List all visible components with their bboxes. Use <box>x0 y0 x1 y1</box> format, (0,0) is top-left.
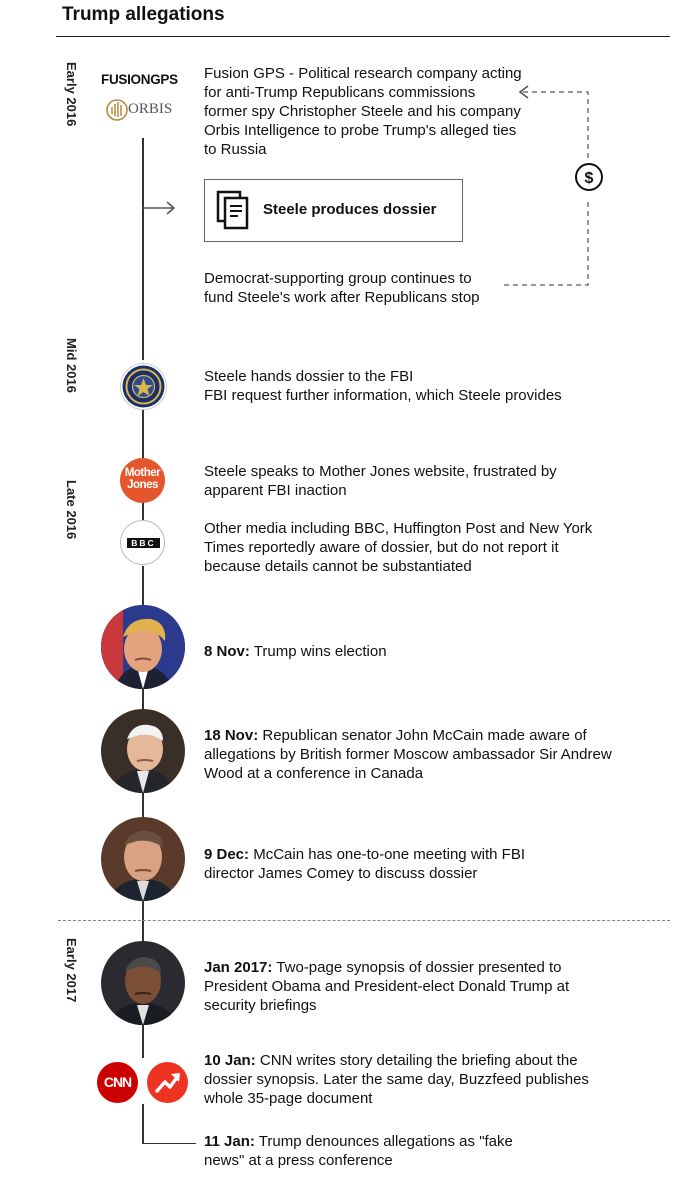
timeline-line <box>142 1104 144 1144</box>
event-dec9-text: McCain has one-to-one meeting with FBI director James Comey to discuss dossier <box>204 846 525 882</box>
svg-text:$: $ <box>584 170 594 187</box>
timeline-line <box>142 138 144 360</box>
cnn-wordmark: CNN <box>103 1074 132 1090</box>
event-jan11-text: Trump denounces allegations as "fake news" at a press conference <box>204 1133 513 1169</box>
title-divider <box>56 36 670 37</box>
dossier-box <box>204 179 463 242</box>
event-jan2017 <box>204 958 574 1015</box>
timeline-line <box>142 792 144 820</box>
timeline-line <box>142 410 144 458</box>
timeline-line <box>142 566 144 606</box>
mccain-portrait <box>101 709 185 793</box>
event-jan11 <box>204 1132 524 1170</box>
event-fbi-handover-line-1: Steele hands dossier to the FBI <box>204 368 414 385</box>
obama-portrait <box>101 941 185 1025</box>
event-jan2017-text: Two-page synopsis of dossier presented to President Obama and President-elect Donald Trump at security briefings <box>204 959 570 1014</box>
event-jan10 <box>204 1051 614 1108</box>
era-label-mid-2016: Mid 2016 <box>64 338 79 393</box>
orbis-emblem-icon <box>106 97 130 123</box>
orbis-wordmark: ORBIS <box>128 101 173 117</box>
arrow-right-icon <box>142 200 182 216</box>
event-dec9 <box>204 845 564 883</box>
cnn-logo <box>97 1062 138 1103</box>
event-jan11-date: 11 Jan: <box>204 1133 255 1150</box>
timeline-end-connector <box>142 1143 196 1144</box>
mother-jones-wordmark: Mother Jones <box>124 467 161 491</box>
trump-portrait <box>101 605 185 689</box>
event-nov18-text: Republican senator John McCain made aware of allegations by British former Moscow ambassador Sir Andrew Wood at a conference in Canada <box>204 727 612 782</box>
event-nov18-date: 18 Nov: <box>204 727 259 744</box>
fusion-gps-logo: FUSIONGPS <box>101 72 178 87</box>
dossier-label: Steele produces dossier <box>263 201 437 218</box>
event-fbi-handover-line-2: FBI request further information, which Steele provides <box>204 387 562 404</box>
timeline-line <box>142 502 144 520</box>
event-fusion-gps: Fusion GPS - Political research company acting for anti-Trump Republicans commissions former spy Christopher Steele and his company Orbis Intelligence to probe Trump's alleged ties to Russia <box>204 65 522 158</box>
event-nov8-date: 8 Nov: <box>204 643 250 660</box>
event-dec9-date: 9 Dec: <box>204 846 250 863</box>
year-separator <box>58 920 670 921</box>
document-icon <box>216 190 250 230</box>
event-jan10-date: 10 Jan: <box>204 1052 256 1069</box>
bbc-wordmark: BBC <box>127 538 160 548</box>
event-nov18 <box>204 726 624 783</box>
trending-arrow-icon <box>147 1062 188 1103</box>
event-jan2017-date: Jan 2017: <box>204 959 273 976</box>
era-label-early-2017: Early 2017 <box>64 938 79 1003</box>
orbis-logo <box>106 97 186 123</box>
event-mother-jones: Steele speaks to Mother Jones website, frustrated by apparent FBI inaction <box>204 463 557 499</box>
comey-portrait <box>101 817 185 901</box>
buzzfeed-logo <box>147 1062 188 1103</box>
event-nov8-text: Trump wins election <box>253 643 387 660</box>
event-nov8 <box>204 642 604 661</box>
page-title: Trump allegations <box>62 4 225 25</box>
mother-jones-logo <box>120 458 165 503</box>
era-label-late-2016: Late 2016 <box>64 480 79 540</box>
timeline-line <box>142 688 144 710</box>
timeline-line <box>142 1024 144 1058</box>
fbi-seal-icon <box>120 363 167 410</box>
bbc-logo <box>120 520 165 565</box>
timeline-line <box>142 900 144 942</box>
era-label-early-2016: Early 2016 <box>64 62 79 127</box>
event-democrat-funding: Democrat-supporting group continues to fund Steele's work after Republicans stop <box>204 270 480 306</box>
dollar-icon <box>574 162 604 192</box>
event-other-media: Other media including BBC, Huffington Post and New York Times reportedly aware of dossier, but do not report it because details cannot be substantiated <box>204 520 593 575</box>
event-jan10-text: CNN writes story detailing the briefing about the dossier synopsis. Later the same day, Buzzfeed publishes whole 35-page document <box>204 1052 589 1107</box>
